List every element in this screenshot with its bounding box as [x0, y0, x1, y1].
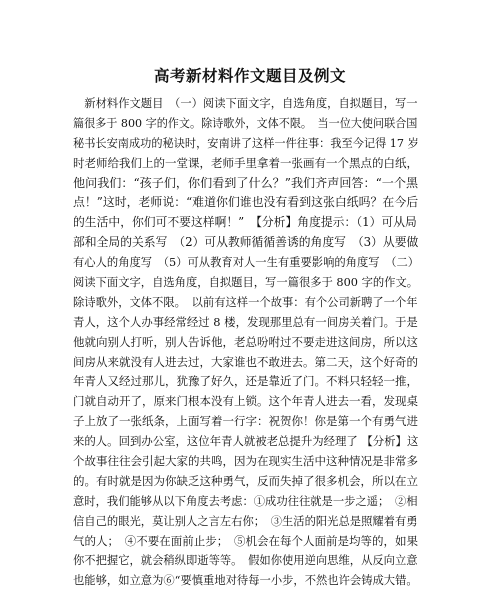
body-line: 有心人的角度写 （5）可从教育对人一生有重要影响的角度写 （二）	[73, 256, 420, 270]
body-line: 部和全局的关系写 （2）可从教师循循善诱的角度写 （3）从要做	[73, 235, 419, 250]
body-line: 气的人； ④不要在面前止步； ⑤机会在每个人面前是均等的，如果	[73, 533, 418, 548]
body-line: 来的人。回到办公室，这位年青人就被老总提升为经理了 【分析】这	[73, 434, 419, 449]
body-line: 阅读下面文字，自选角度，自拟题目，写一篇很多于 800 字的作文。	[73, 276, 419, 290]
body-line: 个故事往往会引起大家的共鸣，因为在现实生活中这种情况是非常多	[73, 454, 418, 469]
body-line: 意时，我们能够从以下角度去考虑：①成功往往就是一步之遥； ②相	[73, 494, 418, 508]
body-line: 子上放了一张纸条，上面写着一行字：祝贺你！你是第一个有勇气进	[73, 414, 418, 429]
document-title: 高考新材料作文题目及例文	[153, 66, 346, 85]
body-line: 也能够，如立意为⑥“要慎重地对待每一小步，不然也许会铸成大错。	[73, 574, 418, 588]
body-line: 新材料作文题目 （一）阅读下面文字，自选角度，自拟题目，写一	[73, 97, 418, 110]
document-body	[73, 94, 419, 591]
body-line: 他问我们：“孩子们，你们看到了什么？”我们齐声回答：“一个黑	[73, 175, 419, 190]
body-line: 的生活中，你们可不要这样啊！” 【分析】角度提示：（1）可从局	[73, 215, 417, 230]
body-line: 青人，这个人办事经常经过 8 楼，发现那里总有一间房关着门。于是	[73, 314, 418, 329]
body-line: 信自己的眼光，莫让别人之言左右你； ③生活的阳光总是照耀着有勇	[73, 514, 418, 528]
body-line: 点！”这时，老师说：“难道你们谁也没有看到这张白纸吗？在今后	[73, 195, 419, 210]
body-line: 你不把握它，就会稍纵即逝等等。 假如你使用逆向思维，从反向立意	[73, 554, 418, 568]
body-line: 他就向别人打听，别人告诉他，老总吩咐过不要走进这间房，所以这	[73, 334, 418, 349]
body-line: 间房从来就没有人进去过，大家谁也不敢进去。第二天，这个好奇的	[73, 354, 418, 369]
body-line: 篇很多于 800 字的作文。除诗歌外，文体不限。 当一位大使问联合国	[73, 116, 418, 130]
body-line: 除诗歌外，文体不限。 以前有这样一个故事：有个公司新聘了一个年	[73, 295, 418, 309]
body-line: 年青人又经过那儿，犹豫了好久，还是靠近了门。不料只轻轻一推，	[73, 374, 418, 389]
body-line: 门就自动开了，原来门根本没有上锁。这个年青人进去一看，发现桌	[73, 394, 418, 409]
body-line: 时老师给我们上的一堂课，老师手里拿着一张画有一个黑点的白纸，	[73, 155, 418, 170]
body-line: 的。有时就是因为你缺乏这种勇气，反而失掉了很多机会，所以在立	[73, 473, 418, 488]
body-line: 秘书长安南成功的秘诀时，安南讲了这样一件往事：我至今记得 17 岁	[73, 136, 419, 150]
